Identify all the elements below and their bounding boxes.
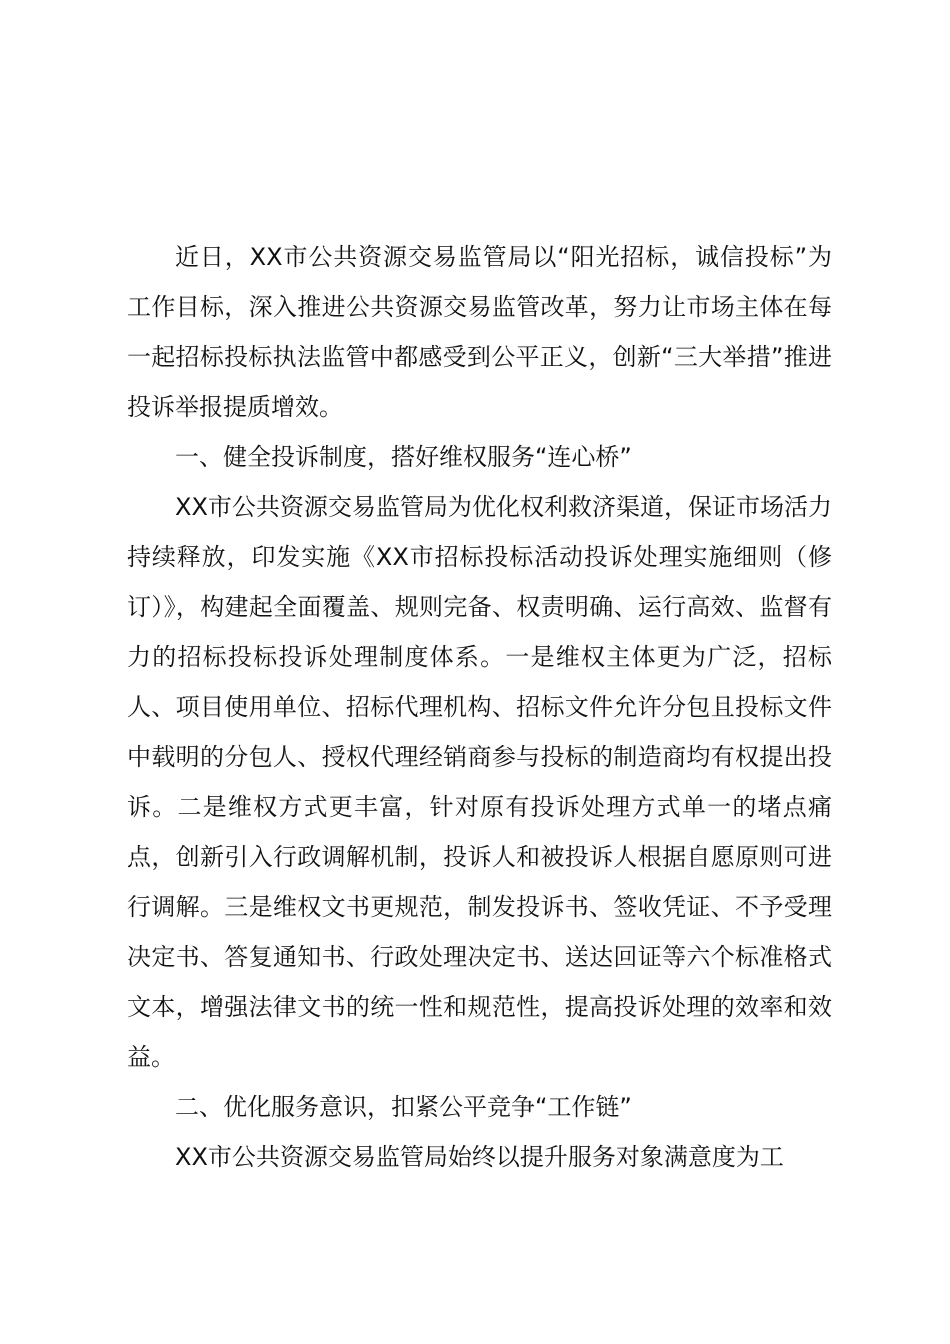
document-body [127, 232, 832, 1182]
section-heading-1: 一、健全投诉制度，搭好维权服务“连心桥” [175, 443, 632, 471]
section-heading-2: 二、优化服务意识，扣紧公平竞争“工作链” [175, 1093, 632, 1121]
intro-paragraph: 近日，XX市公共资源交易监管局以“阳光招标，诚信投标”为工作目标，深入推进公共资源交易监管改革，努力让市场主体在每一起招标投标执法监管中都感受到公平正义，创新“三大举措”推进投诉举报提质增效。 [127, 243, 832, 421]
section-2-paragraph: XX市公共资源交易监管局始终以提升服务对象满意度为工 [175, 1143, 784, 1171]
section-1-paragraph: XX市公共资源交易监管局为优化权利救济渠道，保证市场活力持续释放，印发实施《XX市招标投标活动投诉处理实施细则（修订）》，构建起全面覆盖、规则完备、权责明确、运行高效、监督有力的招标投标投诉处理制度体系。一是维权主体更为广泛，招标人、项目使用单位、招标代理机构、招标文件允许分包且投标文件中载明的分包人、授权代理经销商参与投标的制造商均有权提出投诉。二是维权方式更丰富，针对原有投诉处理方式单一的堵点痛点，创新引入行政调解机制，投诉人和被投诉人根据自愿原则可进行调解。三是维权文书更规范，制发投诉书、签收凭证、不予受理决定书、答复通知书、行政处理决定书、送达回证等六个标准格式文本，增强法律文书的统一性和规范性，提高投诉处理的效率和效益。 [127, 493, 832, 1071]
